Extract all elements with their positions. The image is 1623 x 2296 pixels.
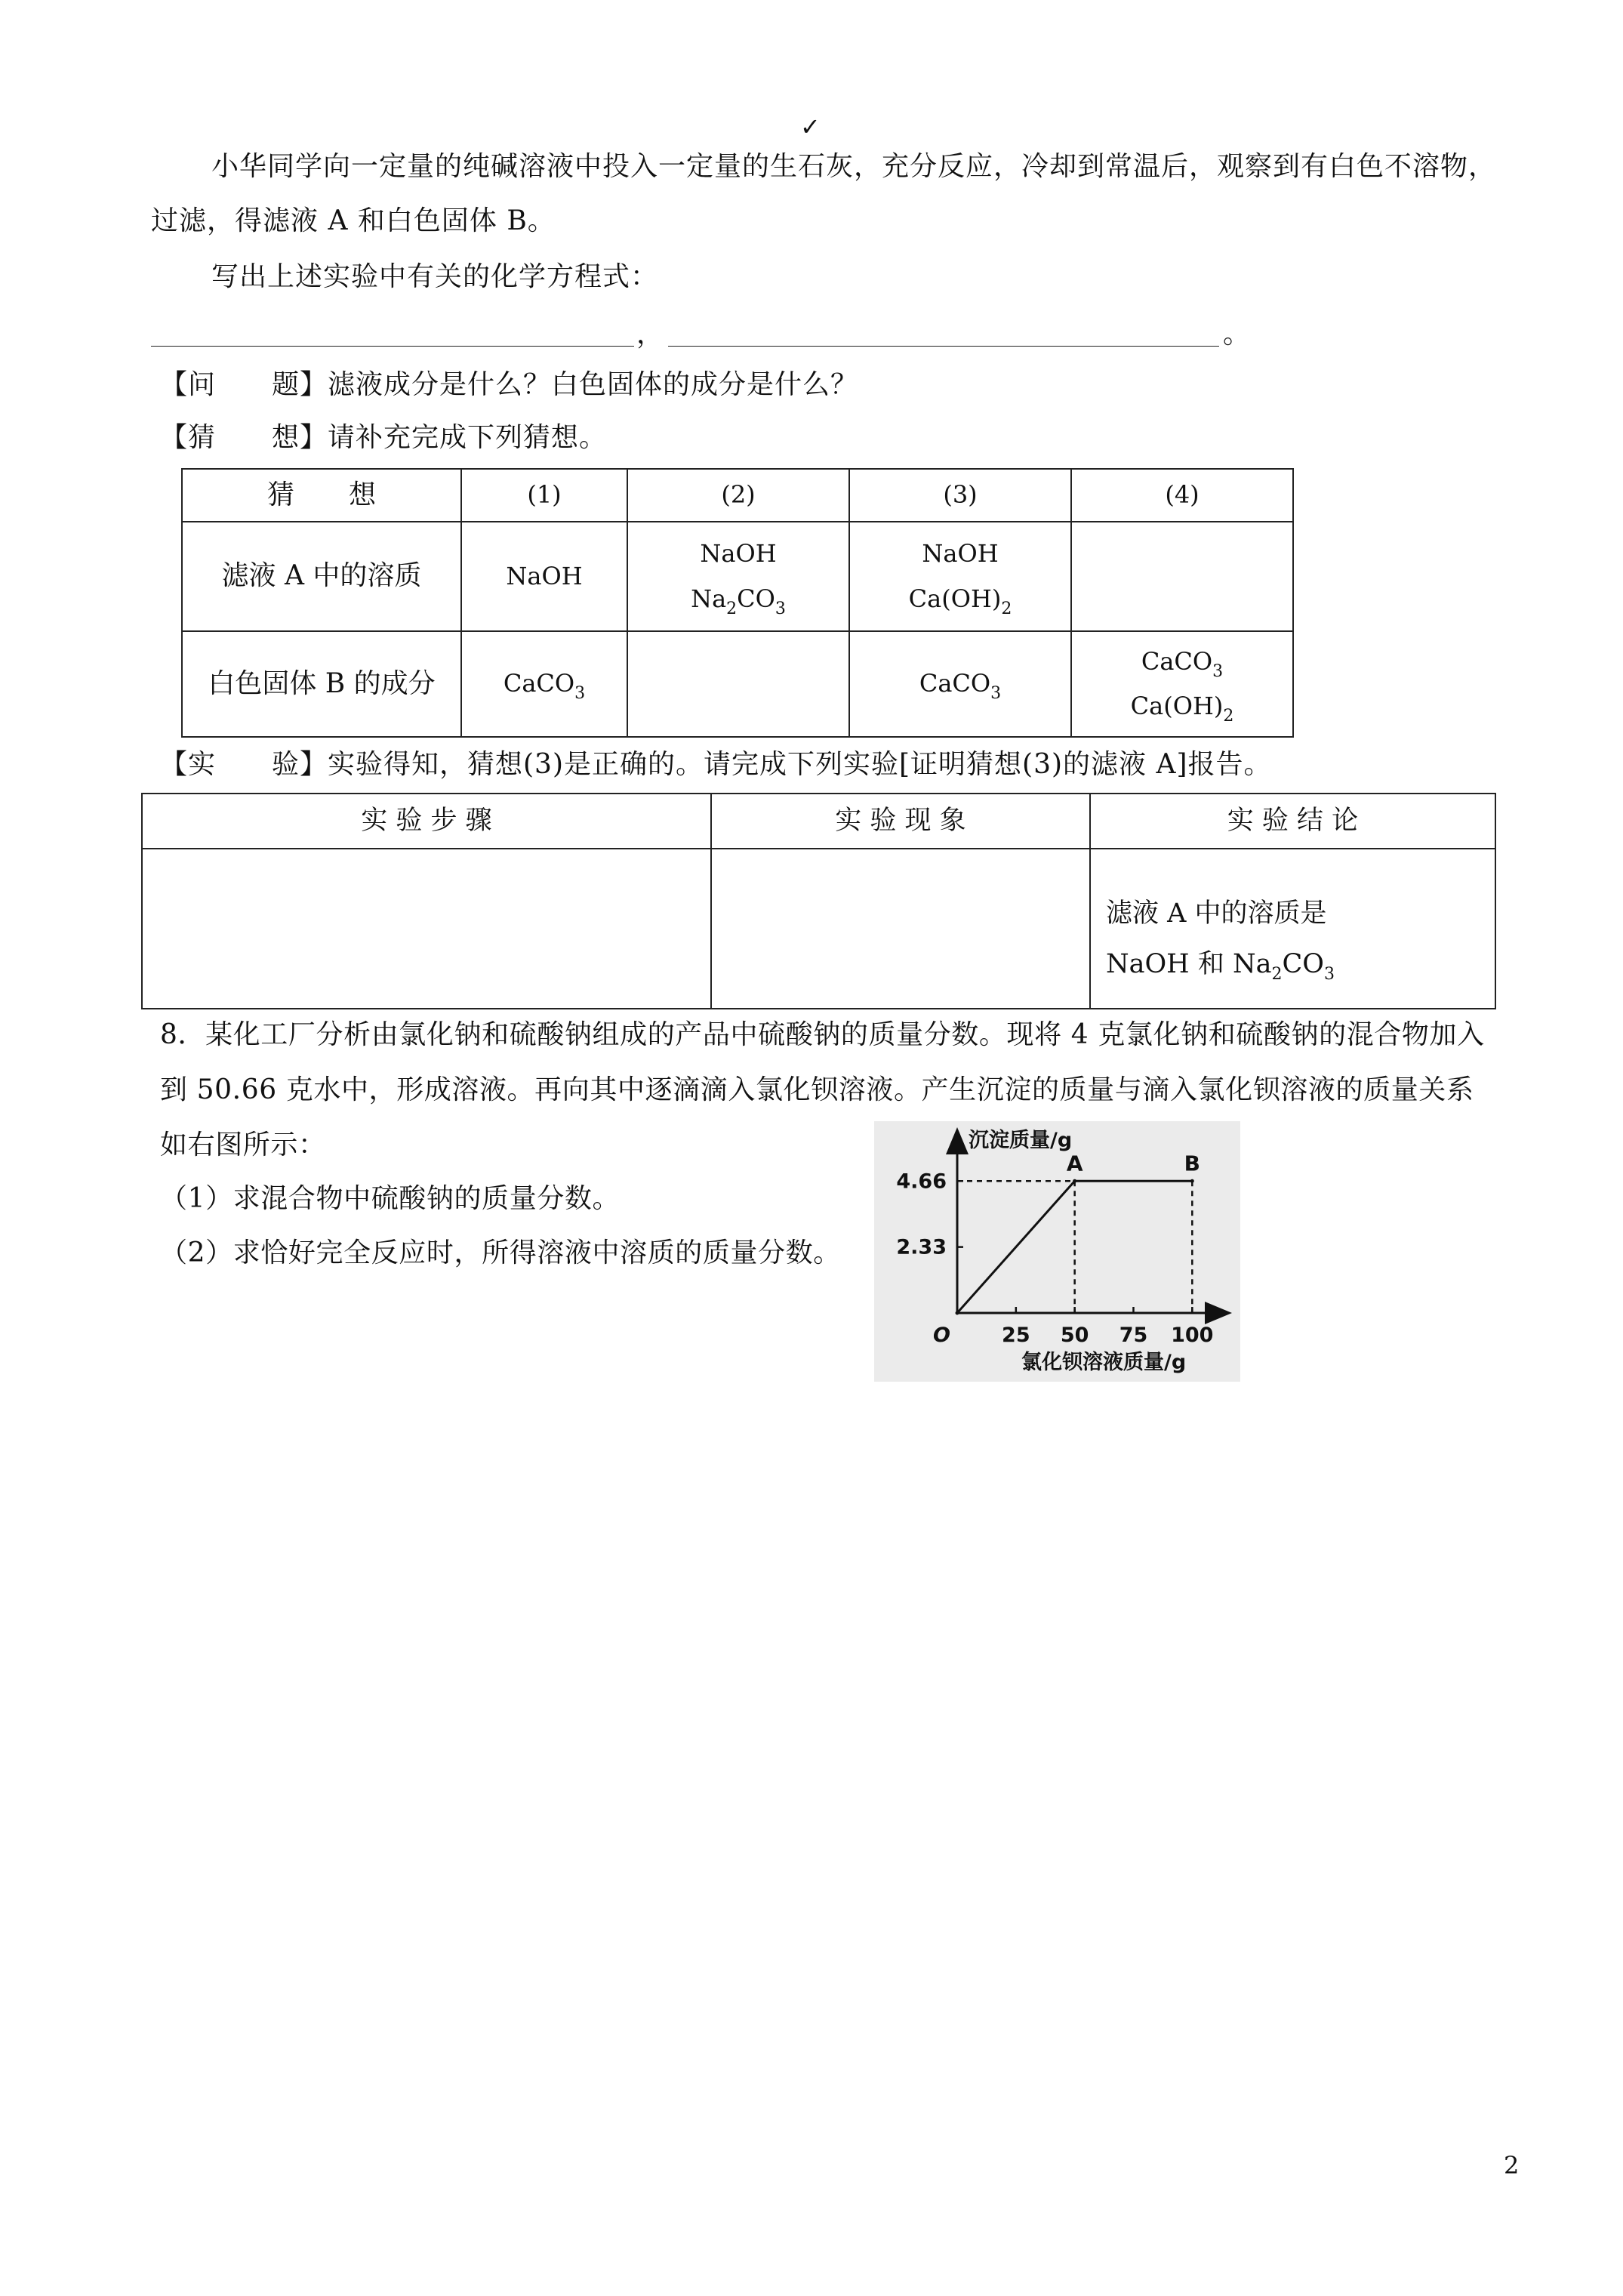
origin-label: O	[933, 1324, 950, 1347]
experiment-report-table	[141, 793, 1496, 1009]
guess-table-header-label: 猜 想	[182, 469, 461, 522]
series-point-0-0	[956, 1311, 959, 1315]
formula-subscript: 2	[1271, 964, 1283, 984]
y-tick-label-1: 4.66	[896, 1170, 947, 1194]
filtrate-guess-3-line2	[850, 577, 1070, 621]
filtrate-guess-1-line1: NaOH	[506, 561, 583, 590]
formula-part: CaCO	[919, 669, 991, 698]
row-label-solid: 白色固体 B 的成分	[182, 631, 461, 737]
q8-line-3: 如右图所示：	[160, 1130, 326, 1160]
experiment-table-header-row	[142, 794, 1495, 849]
equation-blank-1[interactable]	[151, 346, 634, 347]
experiment-section	[160, 747, 1272, 783]
header-phenomena: 实 验 现 象	[711, 794, 1090, 849]
question-section	[160, 368, 858, 403]
x-tick-label-2: 75	[1119, 1324, 1148, 1347]
x-tick-label-0: 25	[1002, 1324, 1030, 1347]
filtrate-guess-1[interactable]	[461, 522, 627, 631]
solid-guess-2-blank[interactable]	[627, 631, 849, 737]
guess-table-row-solid	[182, 631, 1293, 737]
formula-part: Ca(OH)	[1130, 692, 1224, 720]
experiment-phenomena-blank[interactable]	[711, 849, 1090, 1009]
filtrate-guess-2	[627, 522, 849, 631]
solid-guess-4-line1	[1072, 639, 1292, 684]
solid-guess-3-line1	[850, 661, 1070, 706]
solid-guess-4-line2	[1072, 684, 1292, 729]
guess-table-row-filtrate	[182, 522, 1293, 631]
question-text: 滤液成分是什么？白色固体的成分是什么？	[328, 369, 859, 400]
intro-line-1: 小华同学向一定量的纯碱溶液中投入一定量的生石灰，充分反应，冷却到常温后，观察到有白色不溶物，	[211, 151, 1497, 182]
formula-part: Ca(OH)	[908, 584, 1002, 613]
guess-tag: 【猜 想】	[160, 422, 328, 453]
experiment-table-body-row	[142, 849, 1495, 1009]
guess-table-header-2: (2)	[627, 469, 849, 522]
guess-section	[160, 421, 607, 456]
x-tick-label-1: 50	[1060, 1324, 1089, 1347]
solid-guess-4	[1071, 631, 1293, 737]
guess-text: 请补充完成下列猜想。	[328, 422, 608, 453]
chart-marks	[896, 1151, 1213, 1347]
formula-subscript: 3	[775, 599, 786, 618]
formula-subscript: 3	[574, 684, 586, 704]
precipitate-chart	[874, 1121, 1240, 1382]
formula-part: Na	[691, 584, 727, 613]
guess-table-header-row	[182, 469, 1293, 522]
experiment-steps-blank[interactable]	[142, 849, 711, 1009]
formula-part: CO	[737, 584, 775, 613]
formula-subscript: 2	[1001, 599, 1012, 618]
filtrate-guess-2-line2	[628, 577, 848, 621]
formula-part: NaOH 和 Na	[1106, 948, 1272, 979]
x-tick-label-3: 100	[1171, 1324, 1214, 1347]
formula-part: CaCO	[503, 669, 575, 698]
formula-subscript: 3	[990, 684, 1002, 704]
header-steps: 实 验 步 骤	[142, 794, 711, 849]
equation-blank-2[interactable]	[668, 346, 1219, 347]
experiment-tag: 【实 验】	[160, 749, 328, 780]
conclusion-line-1: 滤液 A 中的溶质是	[1106, 898, 1327, 929]
experiment-text: 实验得知，猜想(3)是正确的。请完成下列实验[证明猜想(3)的滤液 A]报告。	[328, 749, 1272, 780]
filtrate-guess-4-blank[interactable]	[1071, 522, 1293, 631]
guess-table-header-4: (4)	[1071, 469, 1293, 522]
experiment-conclusion	[1090, 849, 1495, 1009]
header-conclusion: 实 验 结 论	[1090, 794, 1495, 849]
point-label-A: A	[1066, 1151, 1083, 1176]
point-label-B: B	[1184, 1151, 1200, 1176]
y-tick-label-0: 2.33	[896, 1235, 947, 1259]
formula-part: CO	[1282, 948, 1324, 979]
q8-sub-question-2: （2）求恰好完全反应时，所得溶液中溶质的质量分数。	[160, 1237, 841, 1268]
formula-subscript: 3	[1323, 964, 1335, 984]
blank-separator: ，	[636, 319, 664, 350]
guess-table-header-1: (1)	[461, 469, 627, 522]
solid-guess-1	[461, 631, 627, 737]
formula-subscript: 3	[1212, 661, 1224, 681]
intro-line-2: 过滤，得滤液 A 和白色固体 B。	[151, 205, 556, 236]
page-number: 2	[1504, 2151, 1520, 2180]
equation-prompt: 写出上述实验中有关的化学方程式：	[211, 261, 659, 292]
conclusion-line-2	[1106, 939, 1495, 990]
guess-table-header-3: (3)	[849, 469, 1071, 522]
filtrate-guess-3	[849, 522, 1071, 631]
q8-line-1: 8．某化工厂分析由氯化钠和硫酸钠组成的产品中硫酸钠的质量分数。现将 4 克氯化钠和硫酸钠的混合物加入	[160, 1019, 1485, 1050]
formula-part: CaCO	[1141, 646, 1213, 676]
formula-subscript: 2	[726, 599, 738, 618]
check-mark: ✓	[800, 112, 821, 141]
solid-guess-3	[849, 631, 1071, 737]
chart-svg	[874, 1121, 1240, 1382]
filtrate-guess-3-line1: NaOH	[922, 539, 999, 569]
solid-guess-1-line1	[462, 661, 627, 706]
x-axis-label: 氯化钡溶液质量/g	[1021, 1351, 1187, 1374]
q8-sub-question-1: （1）求混合物中硫酸钠的质量分数。	[160, 1183, 621, 1214]
question-tag: 【问 题】	[160, 369, 328, 400]
filtrate-guess-2-line1: NaOH	[700, 539, 777, 569]
guess-table	[181, 468, 1294, 738]
q8-line-2: 到 50.66 克水中，形成溶液。再向其中逐滴滴入氯化钡溶液。产生沉淀的质量与滴入氯化钡溶液的质量关系	[160, 1074, 1474, 1105]
formula-subscript: 2	[1223, 707, 1234, 726]
row-label-filtrate: 滤液 A 中的溶质	[182, 522, 461, 631]
blank-end-punctuation: 。	[1223, 319, 1251, 350]
y-axis-label: 沉淀质量/g	[969, 1129, 1073, 1152]
